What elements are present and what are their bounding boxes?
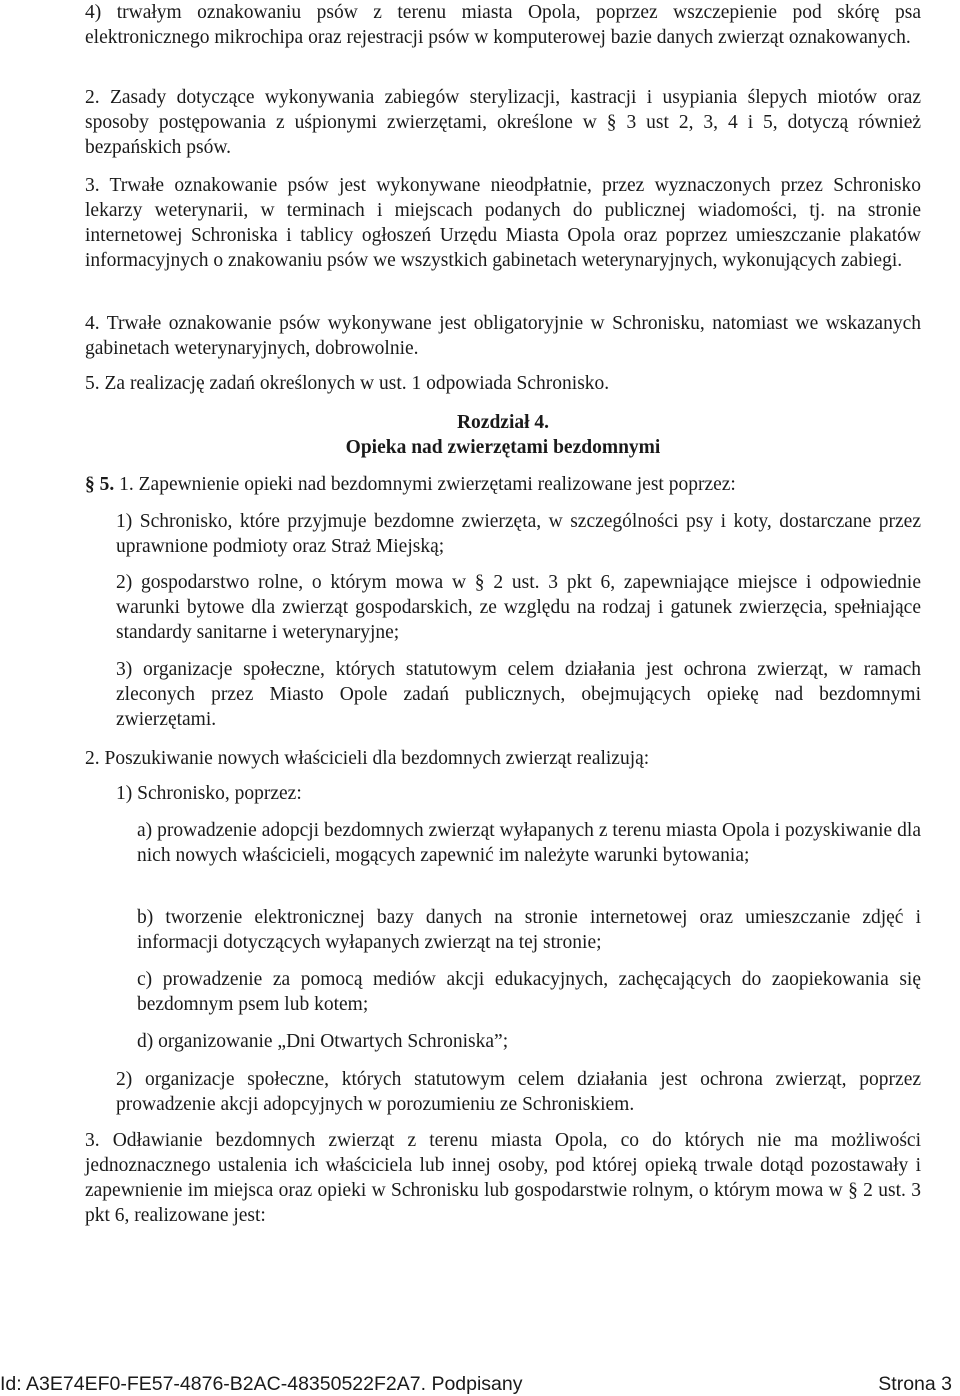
chapter-number: Rozdział 4.	[456, 412, 550, 433]
section-5-p1-intro: 1. Zapewnienie opieki nad bezdomnymi zwierzętami realizowane jest poprzez:	[119, 474, 736, 495]
section-5-p1-item-1: 1) Schronisko, które przyjmuje bezdomne zwierzęta, w szczególności psy i koty, dostarczane przez uprawnione podmioty oraz Straż Miejską;	[116, 511, 921, 557]
section-5-p2-intro: 2. Poszukiwanie nowych właścicieli dla bezdomnych zwierząt realizują:	[85, 748, 650, 769]
section-5-p2-subitem-c: c) prowadzenie za pomocą mediów akcji edukacyjnych, zachęcających do zaopiekowania się bezdomnym psem lub kotem;	[137, 969, 921, 1015]
chapter-title: Opieka nad zwierzętami bezdomnymi	[345, 437, 661, 458]
paragraph-4: 4. Trwałe oznakowanie psów wykonywane jest obligatoryjnie w Schronisku, natomiast we wskazanych gabinetach weterynaryjnych, dobrowolnie.	[85, 313, 921, 359]
intro-item-4: 4) trwałym oznakowaniu psów z terenu miasta Opola, poprzez wszczepienie pod skórę psa elektronicznego mikrochipa oraz rejestracji psów w komputerowej bazie danych zwierząt oznakowanych.	[85, 2, 921, 48]
paragraph-3: 3. Trwałe oznakowanie psów jest wykonywane nieodpłatnie, przez wyznaczonych przez Schronisko lekarzy weterynarii, w terminach i miejscach podanych do publicznej wiadomości, tj. na stronie internetowej Schroniska i tablicy ogłoszeń Urzędu Miasta Opola oraz poprzez umieszczanie plakatów informacyjnych o znakowaniu psów we wszystkich gabinetach weterynaryjnych, wykonujących zabiegi.	[85, 175, 921, 271]
paragraph-5: 5. Za realizację zadań określonych w ust. 1 odpowiada Schronisko.	[85, 373, 610, 394]
section-5-p2-item-2: 2) organizacje społeczne, których statutowym celem działania jest ochrona zwierząt, poprzez prowadzenie akcji adopcyjnych w porozumieniu ze Schroniskiem.	[116, 1069, 921, 1115]
section-5-paragraph-1	[85, 472, 921, 497]
section-5-p2-subitem-d: d) organizowanie „Dni Otwartych Schroniska”;	[137, 1031, 509, 1052]
section-5-paragraph-3: 3. Odławianie bezdomnych zwierząt z terenu miasta Opola, co do których nie ma możliwości jednoznacznego ustalenia ich właściciela lub innej osoby, pod której opieką trwale dotąd pozostawały i zapewnienie im miejsca oraz opieki w Schronisku lub gospodarstwie rolnym, o którym mowa w § 2 ust. 3 pkt 6, realizowane jest:	[85, 1130, 921, 1226]
document-id-signed: Id: A3E74EF0-FE57-4876-B2AC-48350522F2A7. Podpisany	[0, 1373, 523, 1395]
section-5-p1-item-3: 3) organizacje społeczne, których statutowym celem działania jest ochrona zwierząt, w ramach zleconych przez Miasto Opole zadań publicznych, obejmujących opiekę nad bezdomnymi zwierzętami.	[116, 659, 921, 730]
section-5-p2-item-1: 1) Schronisko, poprzez:	[116, 783, 302, 804]
paragraph-2: 2. Zasady dotyczące wykonywania zabiegów sterylizacji, kastracji i usypiania ślepych miotów oraz sposoby postępowania z uśpionymi zwierzętami, określone w § 3 ust 2, 3, 4 i 5, dotyczą również bezpańskich psów.	[85, 87, 921, 158]
page-number: Strona 3	[878, 1373, 952, 1395]
section-5-p2-subitem-b: b) tworzenie elektronicznej bazy danych na stronie internetowej oraz umieszczanie zdjęć i informacji dotyczących wyłapanych zwierząt na tej stronie;	[137, 907, 921, 953]
section-5-heading: § 5.	[85, 474, 115, 495]
section-5-p1-item-2: 2) gospodarstwo rolne, o którym mowa w § 2 ust. 3 pkt 6, zapewniające miejsce i odpowiednie warunki bytowe dla zwierząt gospodarskich, ze względu na rodzaj i gatunek zwierzęcia, spełniające standardy sanitarne i weterynaryjne;	[116, 572, 921, 643]
section-5-p2-subitem-a: a) prowadzenie adopcji bezdomnych zwierząt wyłapanych z terenu miasta Opola i pozyskiwanie dla nich nowych właścicieli, mogących zapewnić im należyte warunki bytowania;	[137, 820, 921, 866]
